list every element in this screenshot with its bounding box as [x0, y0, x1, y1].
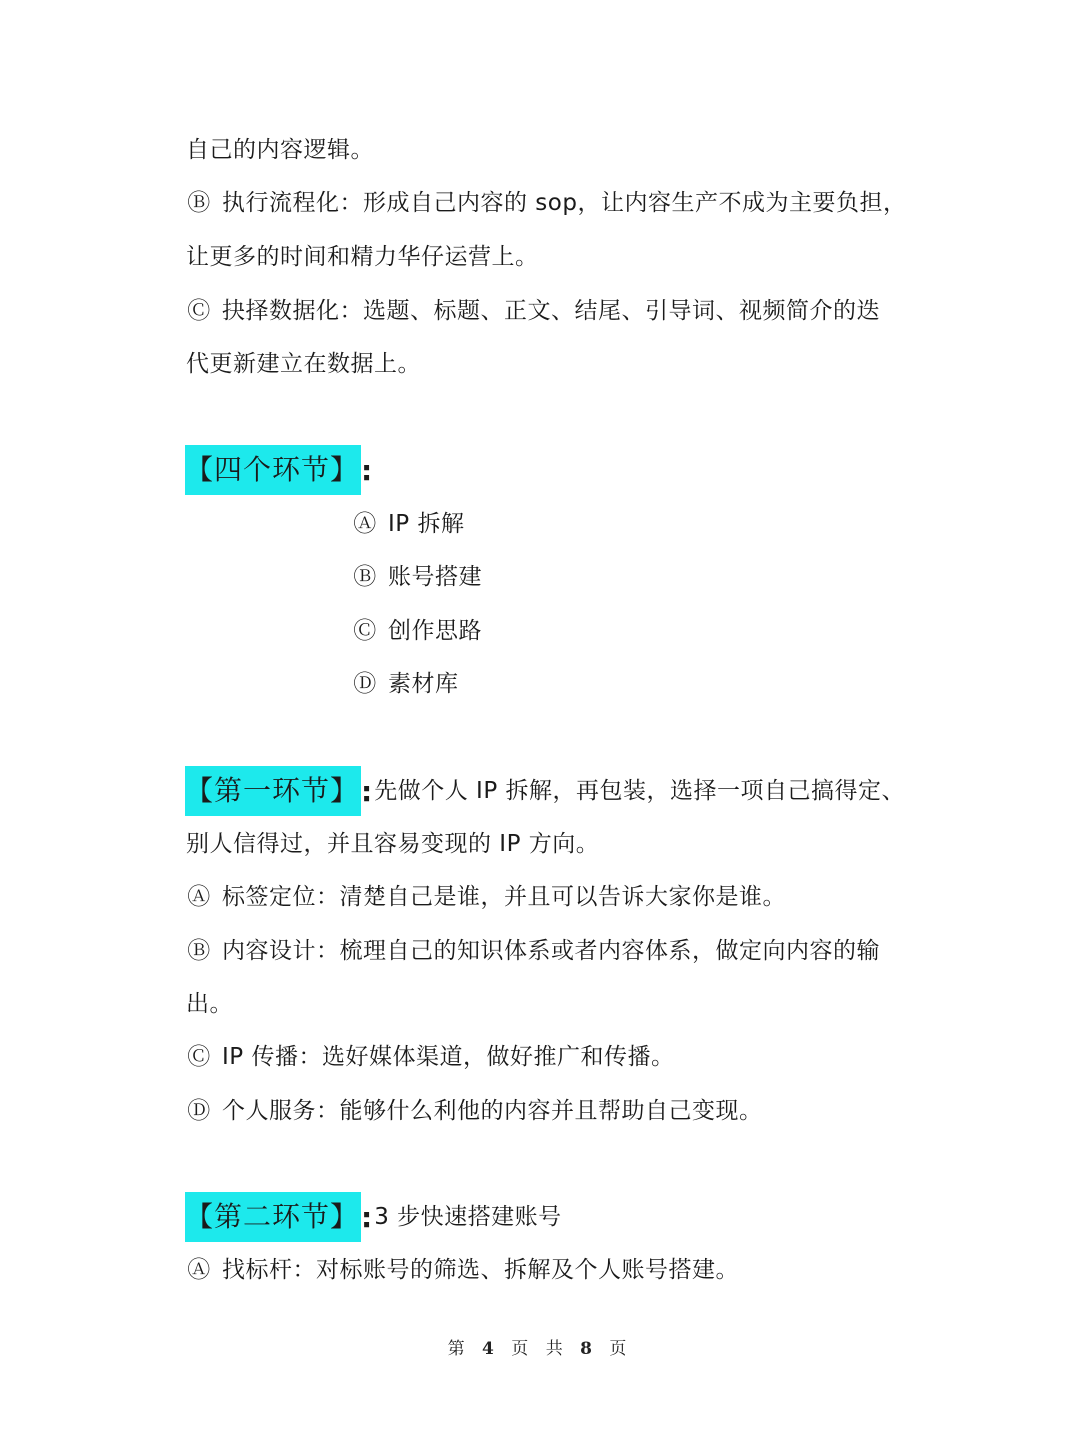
- paragraph-line: [186, 828, 599, 860]
- list-item-text: 执行流程化：形成自己内容的 sop，让内容生产不成为主要负担，: [222, 190, 907, 216]
- heading-colon: :: [361, 453, 373, 487]
- heading-colon: :: [361, 774, 373, 808]
- circled-c-label: Ⓒ: [187, 298, 211, 324]
- list-item-text: IP 传播：选好媒体渠道，做好推广和传播。: [222, 1044, 675, 1070]
- page-footer: [0, 1334, 1080, 1359]
- section-heading-first: [185, 766, 905, 816]
- footer-prefix: 第: [447, 1339, 471, 1359]
- list-item-text: 创作思路: [388, 618, 482, 644]
- list-item-text: 个人服务：能够什么利他的内容并且帮助自己变现。: [222, 1098, 763, 1124]
- highlighted-heading: 【四个环节】: [185, 445, 361, 495]
- paragraph-line: [186, 988, 233, 1020]
- circled-c-label: Ⓒ: [353, 618, 377, 644]
- highlighted-heading: 【第一环节】: [185, 766, 361, 816]
- circled-a-label: Ⓐ: [187, 884, 211, 910]
- list-item: [186, 187, 906, 219]
- circled-a-label: Ⓐ: [353, 511, 377, 537]
- list-item: [186, 295, 880, 327]
- heading-description: 3 步快速搭建账号: [374, 1204, 562, 1230]
- circled-d-label: Ⓓ: [187, 1098, 211, 1124]
- current-page-number: 4: [482, 1339, 500, 1359]
- list-item: [186, 1254, 739, 1286]
- list-item-text: 内容设计：梳理自己的知识体系或者内容体系，做定向内容的输: [222, 938, 880, 964]
- paragraph-line: [186, 241, 539, 273]
- section-heading-four: [185, 445, 372, 495]
- list-item-text: 账号搭建: [388, 564, 482, 590]
- paragraph-text: 自己的内容逻辑。: [186, 137, 374, 163]
- list-item: [186, 935, 880, 967]
- list-item: [352, 508, 464, 540]
- list-item-text: 抉择数据化：选题、标题、正文、结尾、引导词、视频简介的迭: [222, 298, 880, 324]
- heading-description: 先做个人 IP 拆解，再包装，选择一项自己搞得定、: [374, 778, 905, 804]
- list-item-text: IP 拆解: [388, 511, 465, 537]
- list-item-continuation: 代更新建立在数据上。: [186, 351, 421, 377]
- list-item: [186, 1041, 674, 1073]
- circled-d-label: Ⓓ: [353, 671, 377, 697]
- paragraph-line: [186, 348, 421, 380]
- highlighted-heading: 【第二环节】: [185, 1192, 361, 1242]
- section-heading-second: [185, 1192, 562, 1242]
- list-item: [186, 1095, 763, 1127]
- heading-colon: :: [361, 1200, 373, 1234]
- list-item-continuation: 出。: [186, 991, 233, 1017]
- footer-suffix: 页: [609, 1339, 633, 1359]
- list-item: [352, 668, 459, 700]
- heading-continuation: 别人信得过，并且容易变现的 IP 方向。: [186, 831, 600, 857]
- list-item: [352, 561, 482, 593]
- total-page-number: 8: [580, 1339, 598, 1359]
- list-item-text: 找标杆：对标账号的筛选、拆解及个人账号搭建。: [222, 1257, 739, 1283]
- list-item: [186, 881, 786, 913]
- list-item-text: 标签定位：清楚自己是谁，并且可以告诉大家你是谁。: [222, 884, 786, 910]
- circled-b-label: Ⓑ: [187, 938, 211, 964]
- circled-b-label: Ⓑ: [353, 564, 377, 590]
- footer-middle: 页 共: [511, 1339, 569, 1359]
- circled-b-label: Ⓑ: [187, 190, 211, 216]
- list-item-text: 素材库: [388, 671, 459, 697]
- circled-a-label: Ⓐ: [187, 1257, 211, 1283]
- list-item-continuation: 让更多的时间和精力华仔运营上。: [186, 244, 539, 270]
- list-item: [352, 615, 482, 647]
- paragraph-line: [186, 134, 374, 166]
- circled-c-label: Ⓒ: [187, 1044, 211, 1070]
